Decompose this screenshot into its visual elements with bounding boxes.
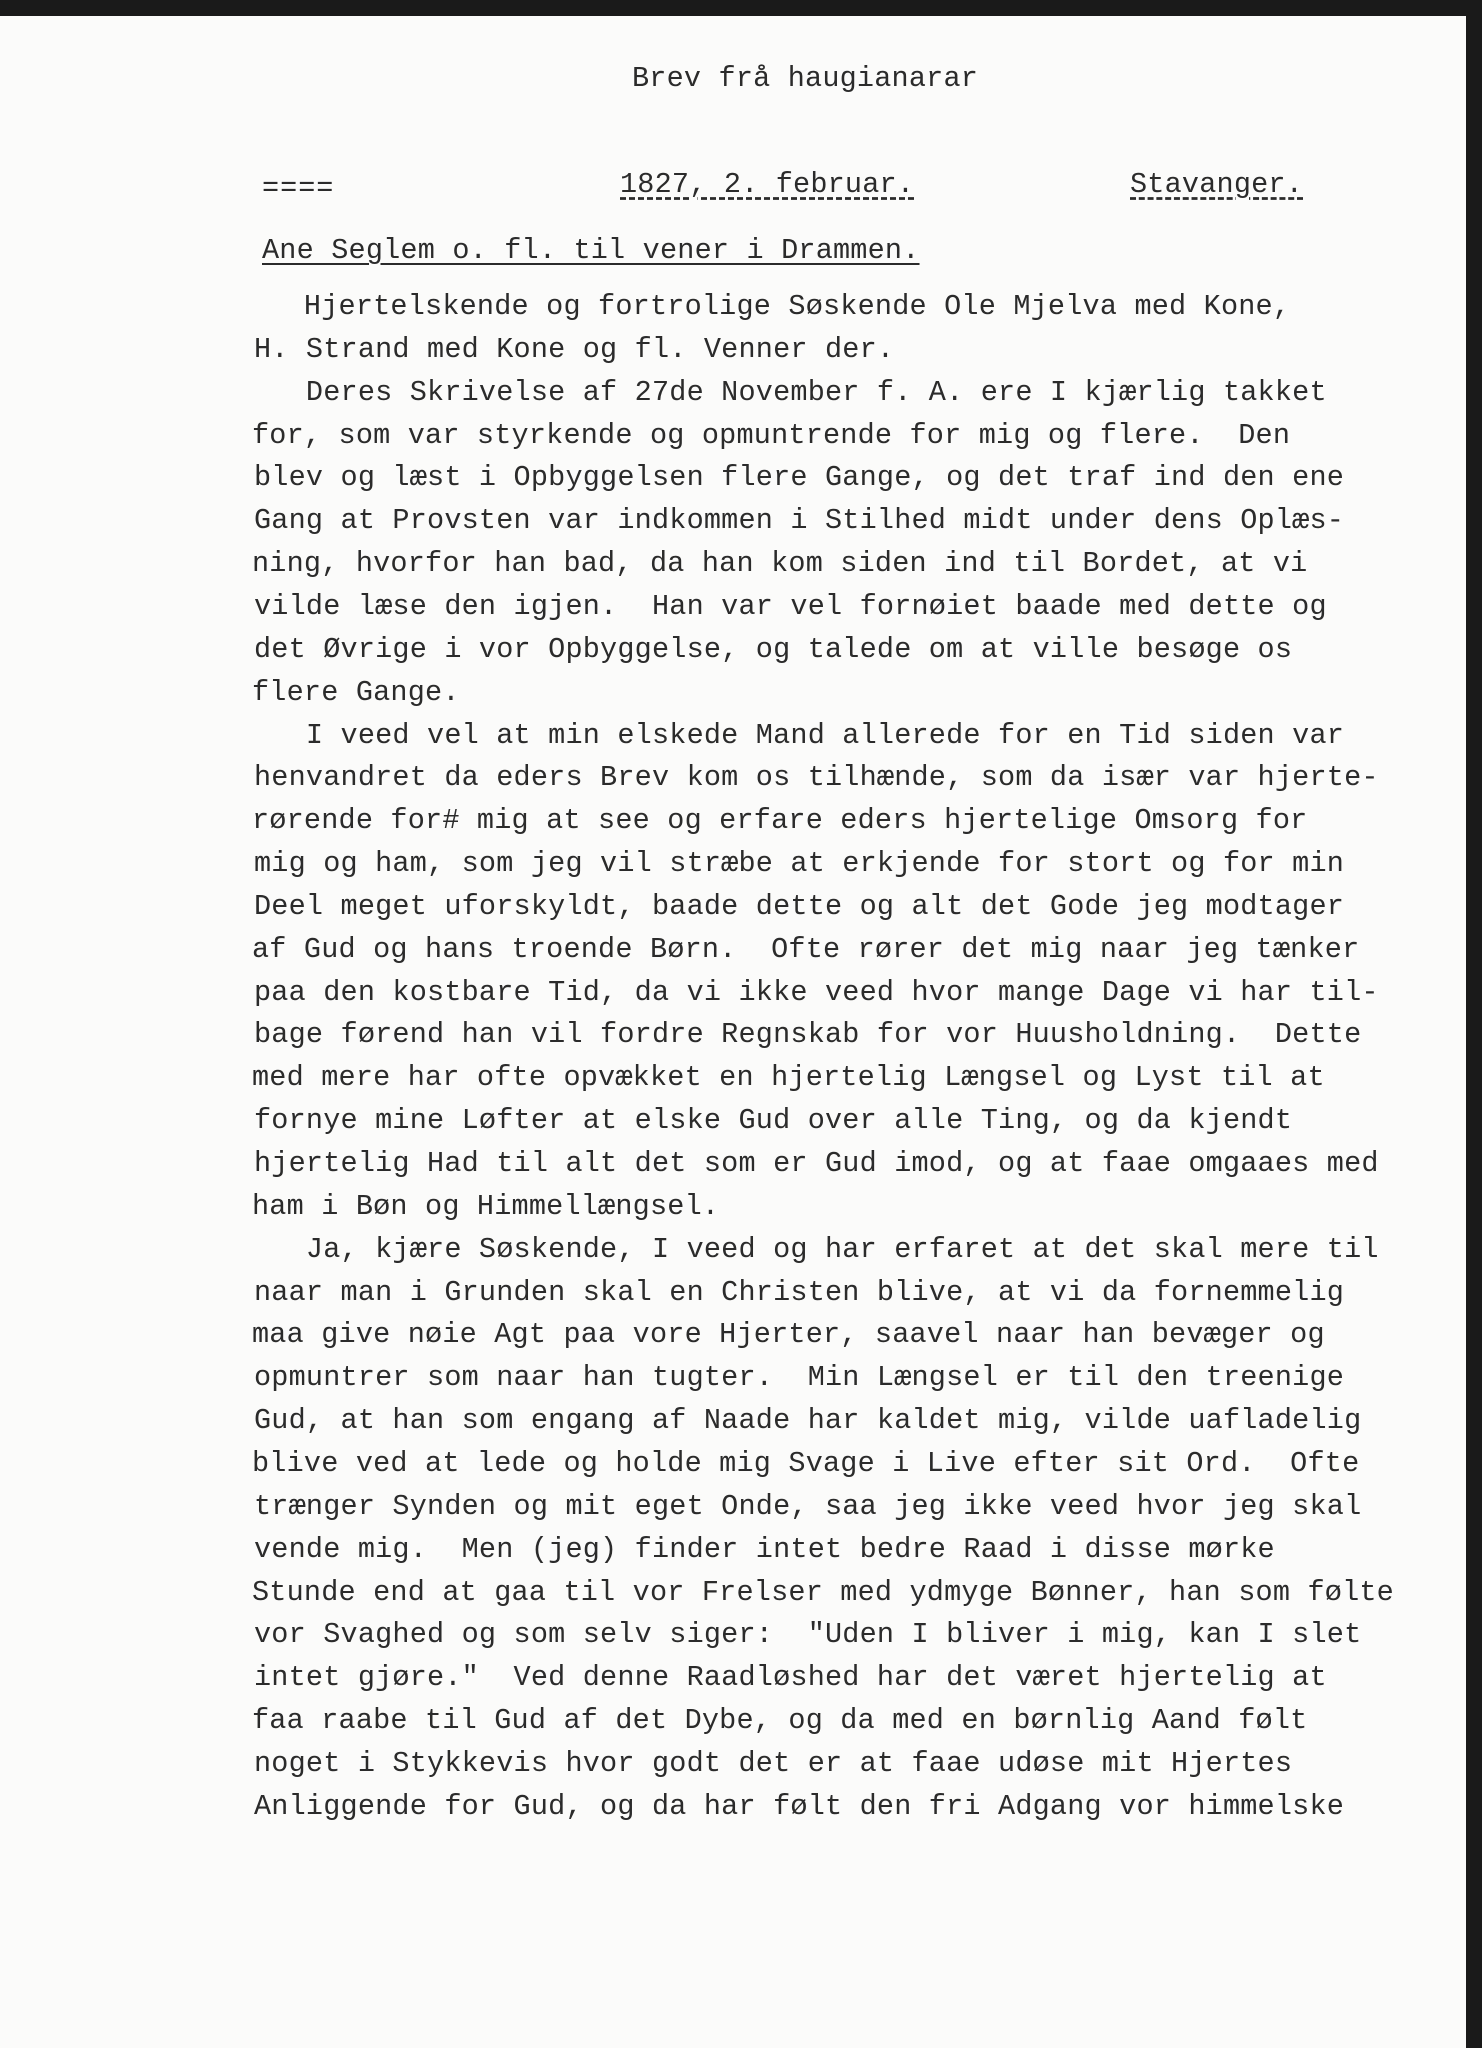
letter-line: opmuntrer som naar han tugter. Min Længsel er til den treenige bbox=[254, 1361, 1345, 1394]
letter-line: bage førend han vil fordre Regnskab for vor Huusholdning. Dette bbox=[254, 1018, 1362, 1051]
letter-line: intet gjøre." Ved denne Raadløshed har det været hjertelig at bbox=[254, 1661, 1327, 1694]
letter-line: Hjertelskende og fortrolige Søskende Ole Mjelva med Kone, bbox=[252, 290, 1291, 323]
scan-border-top bbox=[0, 0, 1482, 16]
letter-line: ning, hvorfor han bad, da han kom siden ind til Bordet, at vi bbox=[252, 547, 1308, 580]
letter-line: Deres Skrivelse af 27de November f. A. ere I kjærlig takket bbox=[254, 376, 1327, 409]
letter-place: Stavanger. bbox=[1130, 168, 1304, 201]
letter-line: det Øvrige i vor Opbyggelse, og talede om at ville besøge os bbox=[254, 633, 1293, 666]
letter-line: Ja, kjære Søskende, I veed og har erfaret at det skal mere til bbox=[254, 1233, 1379, 1266]
letter-line: paa den kostbare Tid, da vi ikke veed hvor mange Dage vi har til- bbox=[254, 976, 1379, 1009]
letter-line: H. Strand med Kone og fl. Venner der. bbox=[254, 333, 895, 366]
document-title: Brev frå haugianarar bbox=[632, 62, 979, 95]
letter-line: fornye mine Løfter at elske Gud over alle Ting, og da kjendt bbox=[254, 1104, 1293, 1137]
letter-line: af Gud og hans troende Børn. Ofte rører det mig naar jeg tænker bbox=[252, 933, 1360, 966]
letter-date: 1827, 2. februar. bbox=[620, 168, 915, 201]
letter-line: rørende for# mig at see og erfare eders hjertelige Omsorg for bbox=[252, 804, 1308, 837]
letter-line: vende mig. Men (jeg) finder intet bedre Raad i disse mørke bbox=[254, 1533, 1275, 1566]
letter-line: blive ved at lede og holde mig Svage i Live efter sit Ord. Ofte bbox=[252, 1447, 1360, 1480]
letter-line: henvandret da eders Brev kom os tilhænde, som da især var hjerte- bbox=[254, 761, 1379, 794]
letter-line: Anliggende for Gud, og da har følt den fri Adgang vor himmelske bbox=[254, 1790, 1345, 1823]
letter-line: noget i Stykkevis hvor godt det er at faae udøse mit Hjertes bbox=[254, 1747, 1293, 1780]
letter-line: Deel meget uforskyldt, baade dette og alt det Gode jeg modtager bbox=[254, 890, 1345, 923]
scan-border-right bbox=[1466, 0, 1482, 2048]
letter-line: mig og ham, som jeg vil stræbe at erkjende for stort og for min bbox=[254, 847, 1345, 880]
letter-line: flere Gange. bbox=[252, 676, 460, 709]
letter-line: vilde læse den igjen. Han var vel fornøiet baade med dette og bbox=[254, 590, 1327, 623]
letter-line: trænger Synden og mit eget Onde, saa jeg ikke veed hvor jeg skal bbox=[254, 1490, 1362, 1523]
letter-line: blev og læst i Opbyggelsen flere Gange, og det traf ind den ene bbox=[254, 461, 1345, 494]
letter-line: med mere har ofte opvækket en hjertelig Længsel og Lyst til at bbox=[252, 1061, 1325, 1094]
letter-line: ham i Bøn og Himmellængsel. bbox=[252, 1190, 720, 1223]
letter-line: Gang at Provsten var indkommen i Stilhed midt under dens Oplæs- bbox=[254, 504, 1345, 537]
letter-line: Gud, at han som engang af Naade har kaldet mig, vilde uafladelig bbox=[254, 1404, 1362, 1437]
letter-line: I veed vel at min elskede Mand allerede for en Tid siden var bbox=[254, 719, 1345, 752]
letter-line: Stunde end at gaa til vor Frelser med ydmyge Bønner, han som følte bbox=[252, 1576, 1394, 1609]
letter-line: vor Svaghed og som selv siger: "Uden I bliver i mig, kan I slet bbox=[254, 1618, 1362, 1651]
letter-line: faa raabe til Gud af det Dybe, og da med en børnlig Aand følt bbox=[252, 1704, 1308, 1737]
letter-subject: Ane Seglem o. fl. til vener i Drammen. bbox=[262, 234, 920, 267]
letter-line: hjertelig Had til alt det som er Gud imod, og at faae omgaaes med bbox=[254, 1147, 1379, 1180]
header-mark: ==== bbox=[262, 172, 335, 205]
letter-line: maa give nøie Agt paa vore Hjerter, saavel naar han bevæger og bbox=[252, 1318, 1325, 1351]
letter-line: for, som var styrkende og opmuntrende for mig og flere. Den bbox=[252, 419, 1291, 452]
letter-line: naar man i Grunden skal en Christen blive, at vi da fornemmelig bbox=[254, 1276, 1345, 1309]
